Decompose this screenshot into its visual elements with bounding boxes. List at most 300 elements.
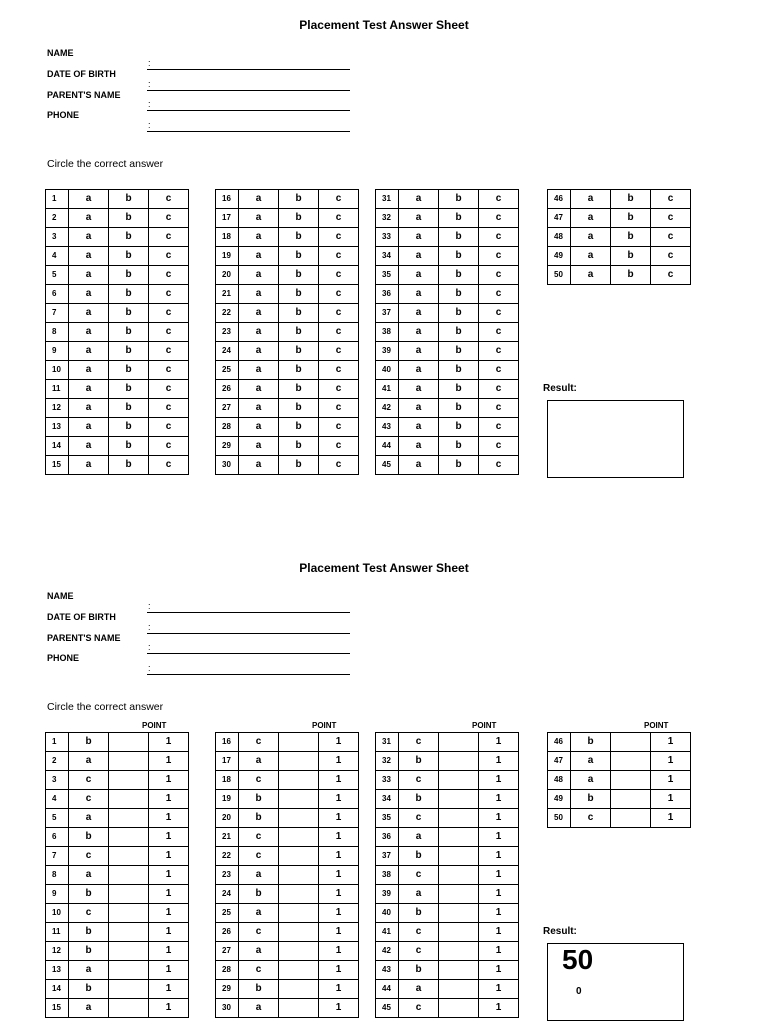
correct-answer: c — [399, 923, 439, 942]
table-row — [216, 456, 359, 475]
option-a[interactable]: a — [399, 399, 439, 418]
option-b[interactable]: b — [109, 228, 149, 247]
question-number: 11 — [46, 923, 69, 942]
option-c[interactable]: c — [319, 266, 359, 285]
table-row — [376, 437, 519, 456]
correct-answer: c — [69, 771, 109, 790]
option-a[interactable]: a — [69, 285, 109, 304]
student-answer-cell[interactable] — [439, 961, 479, 980]
option-c[interactable]: c — [479, 209, 519, 228]
option-a[interactable]: a — [69, 323, 109, 342]
option-a[interactable]: a — [239, 361, 279, 380]
correct-answer: a — [571, 752, 611, 771]
table-row — [46, 380, 189, 399]
field-label: DATE OF BIRTH — [47, 612, 116, 622]
option-a[interactable]: a — [571, 190, 611, 209]
option-a[interactable]: a — [239, 323, 279, 342]
result-box — [547, 400, 684, 478]
table-row — [376, 809, 519, 828]
option-c[interactable]: c — [319, 228, 359, 247]
table-row — [46, 342, 189, 361]
student-answer-cell[interactable] — [439, 847, 479, 866]
option-a[interactable]: a — [239, 380, 279, 399]
option-a[interactable]: a — [69, 456, 109, 475]
option-b[interactable]: b — [439, 266, 479, 285]
option-b[interactable]: b — [279, 190, 319, 209]
option-a[interactable]: a — [399, 361, 439, 380]
student-answer-cell[interactable] — [279, 771, 319, 790]
point-header: POINT — [312, 721, 337, 730]
student-answer-cell[interactable] — [439, 904, 479, 923]
option-b[interactable]: b — [279, 266, 319, 285]
option-c[interactable]: c — [149, 437, 189, 456]
option-c[interactable]: c — [651, 266, 691, 285]
table-row — [46, 190, 189, 209]
question-number: 41 — [376, 923, 399, 942]
option-b[interactable]: b — [279, 247, 319, 266]
option-a[interactable]: a — [239, 437, 279, 456]
option-a[interactable]: a — [69, 247, 109, 266]
option-a[interactable]: a — [571, 209, 611, 228]
option-a[interactable]: a — [239, 342, 279, 361]
option-b[interactable]: b — [279, 437, 319, 456]
student-answer-cell[interactable] — [279, 904, 319, 923]
field-input-line[interactable] — [147, 653, 350, 654]
option-a[interactable]: a — [399, 342, 439, 361]
student-answer-cell[interactable] — [611, 771, 651, 790]
correct-answer: c — [239, 923, 279, 942]
option-c[interactable]: c — [479, 323, 519, 342]
table-row — [216, 771, 359, 790]
student-answer-cell[interactable] — [279, 961, 319, 980]
sheet-title: Placement Test Answer Sheet — [299, 18, 469, 32]
option-c[interactable]: c — [479, 418, 519, 437]
table-row — [216, 828, 359, 847]
field-input-line[interactable] — [147, 90, 350, 91]
correct-answer: a — [69, 999, 109, 1018]
option-c[interactable]: c — [149, 304, 189, 323]
answer-table — [375, 732, 519, 1018]
question-number: 25 — [216, 904, 239, 923]
option-c[interactable]: c — [149, 228, 189, 247]
question-number: 3 — [46, 228, 69, 247]
question-number: 20 — [216, 809, 239, 828]
question-number: 12 — [46, 399, 69, 418]
table-row — [46, 885, 189, 904]
option-a[interactable]: a — [69, 437, 109, 456]
student-answer-cell[interactable] — [611, 752, 651, 771]
option-a[interactable]: a — [69, 190, 109, 209]
option-c[interactable]: c — [479, 228, 519, 247]
option-c[interactable]: c — [651, 247, 691, 266]
field-colon: : — [148, 99, 151, 109]
option-b[interactable]: b — [109, 304, 149, 323]
table-row — [46, 418, 189, 437]
option-a[interactable]: a — [399, 266, 439, 285]
field-label: PHONE — [47, 110, 80, 120]
option-c[interactable]: c — [479, 342, 519, 361]
option-c[interactable]: c — [479, 456, 519, 475]
student-answer-cell[interactable] — [279, 999, 319, 1018]
option-c[interactable]: c — [149, 190, 189, 209]
option-c[interactable]: c — [319, 380, 359, 399]
option-c[interactable]: c — [479, 266, 519, 285]
option-b[interactable]: b — [439, 228, 479, 247]
point-value: 1 — [479, 942, 519, 961]
option-b[interactable]: b — [439, 418, 479, 437]
table-row — [46, 847, 189, 866]
table-row — [376, 961, 519, 980]
option-c[interactable]: c — [479, 380, 519, 399]
point-value: 1 — [149, 847, 189, 866]
option-b[interactable]: b — [279, 304, 319, 323]
option-a[interactable]: a — [69, 361, 109, 380]
option-b[interactable]: b — [279, 380, 319, 399]
table-row — [376, 228, 519, 247]
option-c[interactable]: c — [651, 228, 691, 247]
option-c[interactable]: c — [479, 361, 519, 380]
option-b[interactable]: b — [611, 228, 651, 247]
option-b[interactable]: b — [279, 209, 319, 228]
option-b[interactable]: b — [611, 247, 651, 266]
option-c[interactable]: c — [319, 209, 359, 228]
correct-answer: c — [399, 809, 439, 828]
correct-answer: c — [69, 790, 109, 809]
student-answer-cell[interactable] — [611, 790, 651, 809]
point-value: 1 — [479, 961, 519, 980]
student-answer-cell[interactable] — [439, 771, 479, 790]
option-a[interactable]: a — [399, 228, 439, 247]
student-answer-cell[interactable] — [109, 866, 149, 885]
field-input-line[interactable] — [147, 110, 350, 111]
table-row — [46, 828, 189, 847]
option-c[interactable]: c — [149, 418, 189, 437]
option-c[interactable]: c — [149, 456, 189, 475]
option-a[interactable]: a — [399, 456, 439, 475]
student-answer-cell[interactable] — [279, 790, 319, 809]
option-b[interactable]: b — [439, 209, 479, 228]
point-value: 1 — [149, 828, 189, 847]
field-label: DATE OF BIRTH — [47, 69, 116, 79]
student-answer-cell[interactable] — [109, 733, 149, 752]
option-b[interactable]: b — [109, 247, 149, 266]
student-answer-cell[interactable] — [439, 733, 479, 752]
table-row — [46, 866, 189, 885]
student-answer-cell[interactable] — [109, 790, 149, 809]
student-answer-cell[interactable] — [279, 923, 319, 942]
option-c[interactable]: c — [319, 437, 359, 456]
question-number: 14 — [46, 437, 69, 456]
result-label: Result: — [543, 926, 577, 937]
student-answer-cell[interactable] — [279, 847, 319, 866]
student-answer-cell[interactable] — [109, 999, 149, 1018]
option-b[interactable]: b — [109, 323, 149, 342]
student-answer-cell[interactable] — [279, 809, 319, 828]
student-answer-cell[interactable] — [109, 885, 149, 904]
question-number: 13 — [46, 961, 69, 980]
option-a[interactable]: a — [399, 380, 439, 399]
option-c[interactable]: c — [479, 399, 519, 418]
option-a[interactable]: a — [399, 304, 439, 323]
option-b[interactable]: b — [109, 190, 149, 209]
question-number: 13 — [46, 418, 69, 437]
option-b[interactable]: b — [109, 380, 149, 399]
table-row — [46, 752, 189, 771]
option-c[interactable]: c — [149, 266, 189, 285]
question-number: 30 — [216, 456, 239, 475]
option-b[interactable]: b — [611, 190, 651, 209]
option-a[interactable]: a — [69, 228, 109, 247]
option-c[interactable]: c — [319, 285, 359, 304]
result-score: 50 — [562, 944, 594, 975]
option-c[interactable]: c — [149, 361, 189, 380]
option-c[interactable]: c — [149, 247, 189, 266]
option-b[interactable]: b — [439, 437, 479, 456]
student-answer-cell[interactable] — [109, 942, 149, 961]
question-number: 5 — [46, 266, 69, 285]
student-answer-cell[interactable] — [109, 980, 149, 999]
correct-answer: b — [239, 980, 279, 999]
option-b[interactable]: b — [109, 399, 149, 418]
student-answer-cell[interactable] — [611, 809, 651, 828]
question-number: 26 — [216, 923, 239, 942]
student-answer-cell[interactable] — [279, 866, 319, 885]
option-b[interactable]: b — [109, 285, 149, 304]
field-input-line[interactable] — [147, 131, 350, 132]
option-b[interactable]: b — [109, 342, 149, 361]
student-answer-cell[interactable] — [279, 980, 319, 999]
option-b[interactable]: b — [109, 266, 149, 285]
field-input-line[interactable] — [147, 69, 350, 70]
option-b[interactable]: b — [439, 304, 479, 323]
table-row — [46, 228, 189, 247]
question-number: 22 — [216, 847, 239, 866]
option-b[interactable]: b — [279, 342, 319, 361]
student-answer-cell[interactable] — [109, 923, 149, 942]
correct-answer: c — [399, 999, 439, 1018]
student-answer-cell[interactable] — [611, 733, 651, 752]
option-b[interactable]: b — [439, 380, 479, 399]
table-row — [376, 733, 519, 752]
option-a[interactable]: a — [69, 380, 109, 399]
option-b[interactable]: b — [109, 418, 149, 437]
option-c[interactable]: c — [479, 285, 519, 304]
question-number: 16 — [216, 190, 239, 209]
option-b[interactable]: b — [109, 361, 149, 380]
option-b[interactable]: b — [439, 399, 479, 418]
table-row — [216, 228, 359, 247]
option-a[interactable]: a — [239, 228, 279, 247]
option-c[interactable]: c — [319, 323, 359, 342]
option-a[interactable]: a — [69, 399, 109, 418]
student-answer-cell[interactable] — [439, 923, 479, 942]
table-row — [216, 961, 359, 980]
option-a[interactable]: a — [239, 418, 279, 437]
point-value: 1 — [479, 733, 519, 752]
option-c[interactable]: c — [319, 304, 359, 323]
option-a[interactable]: a — [239, 304, 279, 323]
question-number: 36 — [376, 285, 399, 304]
student-answer-cell[interactable] — [439, 980, 479, 999]
option-c[interactable]: c — [149, 323, 189, 342]
option-b[interactable]: b — [439, 247, 479, 266]
option-a[interactable]: a — [69, 209, 109, 228]
student-answer-cell[interactable] — [279, 885, 319, 904]
option-c[interactable]: c — [319, 399, 359, 418]
option-a[interactable]: a — [239, 190, 279, 209]
option-a[interactable]: a — [69, 266, 109, 285]
option-a[interactable]: a — [69, 418, 109, 437]
option-b[interactable]: b — [439, 456, 479, 475]
table-row — [216, 847, 359, 866]
option-b[interactable]: b — [279, 323, 319, 342]
table-row — [376, 285, 519, 304]
option-a[interactable]: a — [399, 190, 439, 209]
option-c[interactable]: c — [479, 437, 519, 456]
correct-answer: a — [239, 942, 279, 961]
student-answer-cell[interactable] — [109, 904, 149, 923]
question-number: 50 — [548, 809, 571, 828]
option-a[interactable]: a — [239, 209, 279, 228]
question-number: 1 — [46, 190, 69, 209]
option-a[interactable]: a — [239, 456, 279, 475]
field-input-line[interactable] — [147, 612, 350, 613]
student-answer-cell[interactable] — [279, 733, 319, 752]
option-b[interactable]: b — [439, 342, 479, 361]
option-b[interactable]: b — [439, 323, 479, 342]
student-answer-cell[interactable] — [279, 828, 319, 847]
option-b[interactable]: b — [279, 418, 319, 437]
table-row — [216, 190, 359, 209]
point-value: 1 — [479, 790, 519, 809]
option-c[interactable]: c — [319, 247, 359, 266]
student-answer-cell[interactable] — [439, 885, 479, 904]
option-a[interactable]: a — [571, 247, 611, 266]
option-c[interactable]: c — [319, 418, 359, 437]
question-number: 31 — [376, 190, 399, 209]
table-row — [376, 904, 519, 923]
option-c[interactable]: c — [149, 399, 189, 418]
option-c[interactable]: c — [149, 380, 189, 399]
option-b[interactable]: b — [439, 190, 479, 209]
point-value: 1 — [479, 866, 519, 885]
question-number: 6 — [46, 285, 69, 304]
student-answer-cell[interactable] — [109, 809, 149, 828]
option-a[interactable]: a — [399, 437, 439, 456]
student-answer-cell[interactable] — [109, 828, 149, 847]
correct-answer: a — [69, 866, 109, 885]
question-number: 40 — [376, 904, 399, 923]
option-a[interactable]: a — [239, 247, 279, 266]
correct-answer: b — [399, 961, 439, 980]
question-number: 16 — [216, 733, 239, 752]
option-b[interactable]: b — [279, 456, 319, 475]
option-b[interactable]: b — [109, 437, 149, 456]
option-c[interactable]: c — [149, 209, 189, 228]
question-number: 27 — [216, 399, 239, 418]
option-c[interactable]: c — [651, 190, 691, 209]
option-a[interactable]: a — [239, 399, 279, 418]
student-answer-cell[interactable] — [439, 752, 479, 771]
option-c[interactable]: c — [479, 247, 519, 266]
option-a[interactable]: a — [399, 285, 439, 304]
option-b[interactable]: b — [439, 361, 479, 380]
field-input-line[interactable] — [147, 633, 350, 634]
option-a[interactable]: a — [399, 323, 439, 342]
student-answer-cell[interactable] — [439, 809, 479, 828]
option-b[interactable]: b — [279, 399, 319, 418]
point-value: 1 — [319, 961, 359, 980]
option-a[interactable]: a — [571, 228, 611, 247]
student-answer-cell[interactable] — [279, 942, 319, 961]
question-number: 27 — [216, 942, 239, 961]
point-value: 1 — [319, 828, 359, 847]
student-answer-cell[interactable] — [109, 771, 149, 790]
option-c[interactable]: c — [319, 190, 359, 209]
point-value: 1 — [149, 904, 189, 923]
correct-answer: b — [69, 885, 109, 904]
table-row — [376, 247, 519, 266]
student-answer-cell[interactable] — [439, 828, 479, 847]
student-answer-cell[interactable] — [439, 790, 479, 809]
option-c[interactable]: c — [149, 342, 189, 361]
option-b[interactable]: b — [109, 456, 149, 475]
table-row — [46, 980, 189, 999]
option-c[interactable]: c — [479, 190, 519, 209]
option-a[interactable]: a — [239, 266, 279, 285]
student-answer-cell[interactable] — [439, 866, 479, 885]
option-c[interactable]: c — [319, 342, 359, 361]
option-a[interactable]: a — [399, 247, 439, 266]
option-c[interactable]: c — [479, 304, 519, 323]
option-b[interactable]: b — [611, 209, 651, 228]
option-a[interactable]: a — [399, 209, 439, 228]
field-input-line[interactable] — [147, 674, 350, 675]
option-a[interactable]: a — [399, 418, 439, 437]
table-row — [548, 247, 691, 266]
option-b[interactable]: b — [279, 285, 319, 304]
correct-answer: a — [239, 904, 279, 923]
student-answer-cell[interactable] — [109, 961, 149, 980]
student-answer-cell[interactable] — [439, 999, 479, 1018]
option-b[interactable]: b — [611, 266, 651, 285]
option-c[interactable]: c — [149, 285, 189, 304]
question-number: 40 — [376, 361, 399, 380]
option-a[interactable]: a — [239, 285, 279, 304]
point-value: 1 — [479, 771, 519, 790]
option-b[interactable]: b — [279, 361, 319, 380]
table-row — [376, 885, 519, 904]
option-c[interactable]: c — [319, 456, 359, 475]
table-row — [376, 790, 519, 809]
point-value: 1 — [651, 752, 691, 771]
option-a[interactable]: a — [69, 342, 109, 361]
option-b[interactable]: b — [109, 209, 149, 228]
option-a[interactable]: a — [69, 304, 109, 323]
option-a[interactable]: a — [571, 266, 611, 285]
option-b[interactable]: b — [439, 285, 479, 304]
correct-answer: c — [239, 733, 279, 752]
question-number: 28 — [216, 961, 239, 980]
option-c[interactable]: c — [319, 361, 359, 380]
student-answer-cell[interactable] — [109, 752, 149, 771]
option-b[interactable]: b — [279, 228, 319, 247]
student-answer-cell[interactable] — [279, 752, 319, 771]
student-answer-cell[interactable] — [109, 847, 149, 866]
student-answer-cell[interactable] — [439, 942, 479, 961]
point-value: 1 — [479, 904, 519, 923]
option-c[interactable]: c — [651, 209, 691, 228]
